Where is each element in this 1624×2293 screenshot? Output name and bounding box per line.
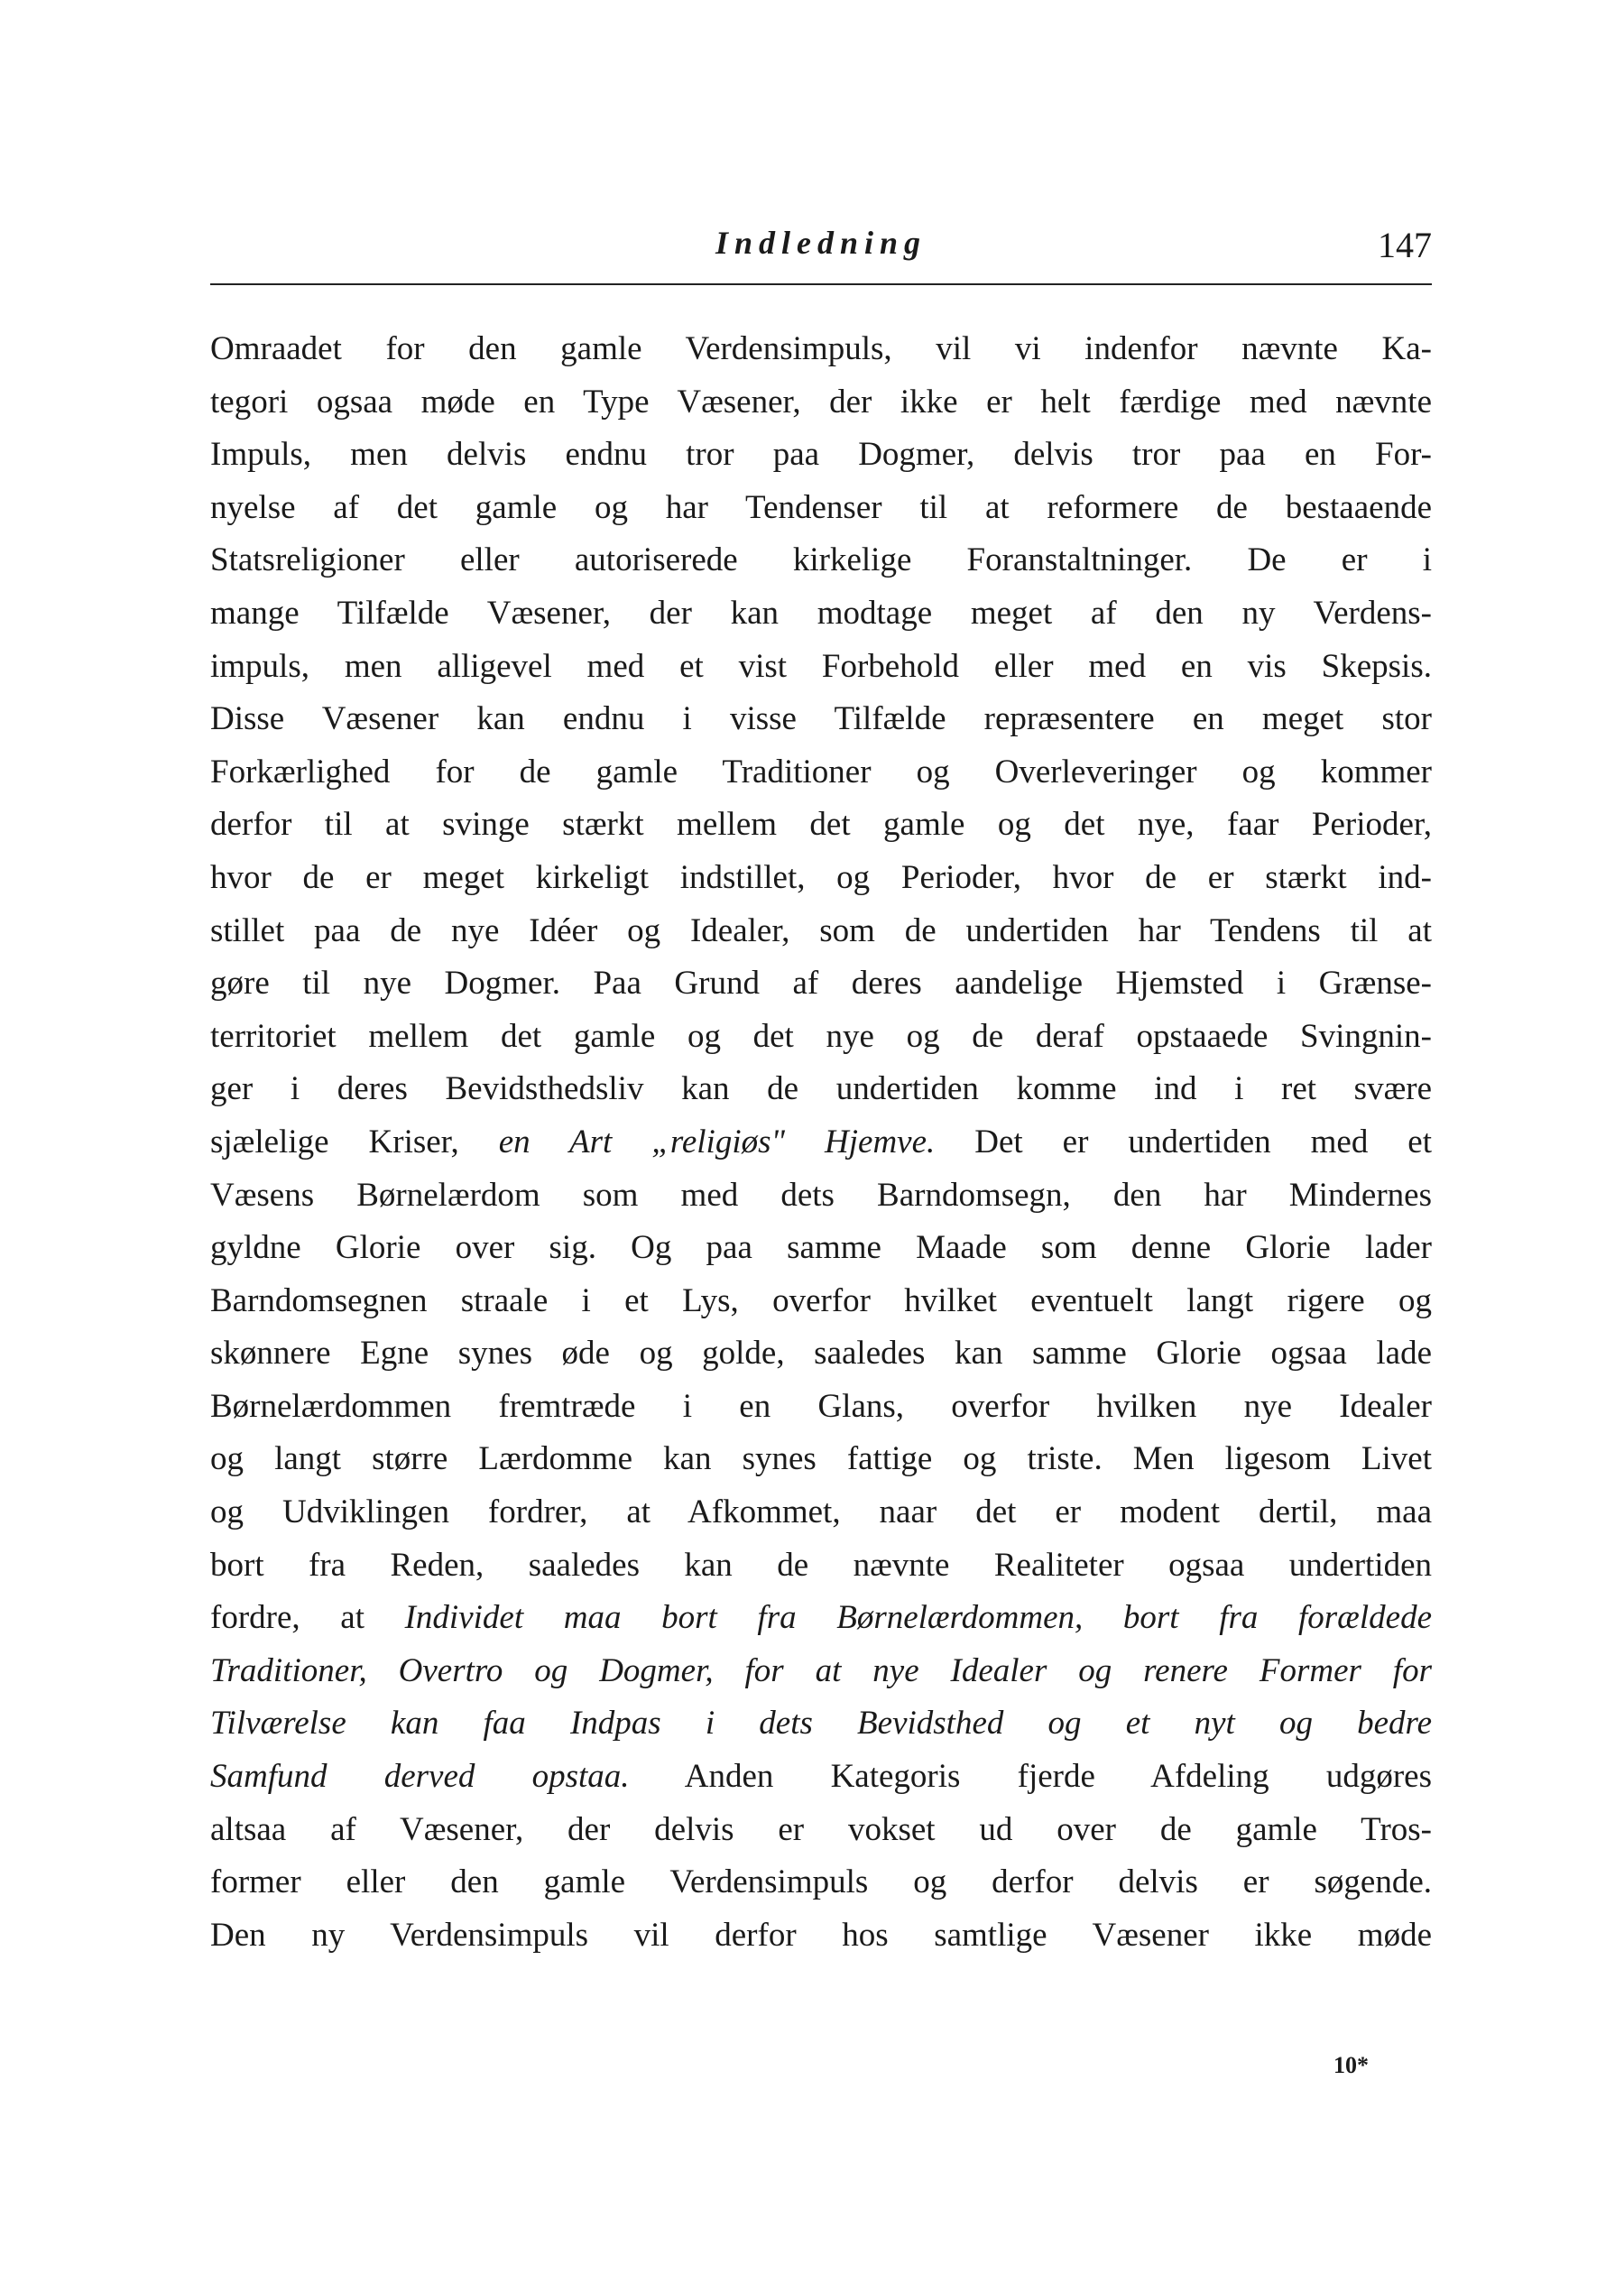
running-head: Indledning — [715, 225, 927, 261]
page-header — [210, 218, 1432, 285]
text-line — [210, 482, 1432, 535]
text-line — [210, 1804, 1432, 1857]
italic-text-run: Samfund derved opstaa. — [210, 1758, 630, 1796]
text-line — [210, 1856, 1432, 1909]
text-run: altsaa af Væsener, der delvis er vokset ud over de gamle Tros- — [210, 1810, 1432, 1848]
text-run: bort fra Reden, saaledes kan de nævnte Realiteter ogsaa undertiden — [210, 1546, 1432, 1584]
text-run: Anden Kategoris fjerde Afdeling udgøres — [629, 1758, 1432, 1796]
text-line — [210, 1433, 1432, 1486]
text-run: gøre til nye Dogmer. Paa Grund af deres aandelige Hjemsted i Grænse- — [210, 965, 1432, 1003]
text-run: tegori ogsaa møde en Type Væsener, der ikke er helt færdige med nævnte — [210, 383, 1432, 421]
text-line — [210, 1170, 1432, 1223]
text-line — [210, 587, 1432, 641]
text-line — [210, 1116, 1432, 1170]
text-line — [210, 1275, 1432, 1328]
italic-text-run: Tilværelse kan faa Indpas i dets Bevidsthed og et nyt og bedre — [210, 1705, 1432, 1743]
text-run: derfor til at svinge stærkt mellem det gamle og det nye, faar Perioder, — [210, 806, 1432, 844]
text-line — [210, 799, 1432, 852]
text-run: Barndomsegnen straale i et Lys, overfor hvilket eventuelt langt rigere og — [210, 1281, 1432, 1319]
text-line — [210, 429, 1432, 482]
text-line — [210, 852, 1432, 905]
text-line — [210, 1592, 1432, 1645]
text-line — [210, 641, 1432, 694]
text-run: gyldne Glorie over sig. Og paa samme Maade som denne Glorie lader — [210, 1229, 1432, 1267]
text-run: hvor de er meget kirkeligt indstillet, og Perioder, hvor de er stærkt ind- — [210, 858, 1432, 896]
text-run: fordre, at — [210, 1599, 405, 1637]
text-line — [210, 1539, 1432, 1593]
text-line — [210, 957, 1432, 1011]
text-line — [210, 693, 1432, 746]
text-line — [210, 1222, 1432, 1275]
text-line — [210, 1381, 1432, 1434]
italic-text-run: Individet maa bort fra Børnelærdommen, bort fra forældede — [404, 1599, 1432, 1637]
text-run: Forkærlighed for de gamle Traditioner og Overleveringer og kommer — [210, 753, 1432, 791]
text-run: Omraadet for den gamle Verdensimpuls, vil vi indenfor nævnte Ka- — [210, 330, 1432, 367]
italic-text-run: en Art „religiøs" Hjemve. — [498, 1123, 936, 1160]
text-run: Impuls, men delvis endnu tror paa Dogmer, delvis tror paa en For- — [210, 436, 1432, 474]
text-line — [210, 1063, 1432, 1116]
text-line — [210, 323, 1432, 376]
text-run: Disse Væsener kan endnu i visse Tilfælde repræsentere en meget stor — [210, 700, 1432, 738]
text-run: stillet paa de nye Idéer og Idealer, som de undertiden har Tendens til at — [210, 911, 1432, 949]
signature-mark: 10* — [1333, 2052, 1369, 2078]
page-number: 147 — [1378, 225, 1432, 265]
text-run: sjælelige Kriser, — [210, 1123, 499, 1160]
text-line — [210, 1486, 1432, 1539]
text-line — [210, 376, 1432, 430]
text-line — [210, 1751, 1432, 1804]
text-run: ger i deres Bevidsthedsliv kan de undertiden komme ind i ret svære — [210, 1070, 1432, 1108]
text-run: Statsreligioner eller autoriserede kirkelige Foranstaltninger. De er i — [210, 541, 1432, 579]
text-run: Det er undertiden med et — [935, 1123, 1432, 1160]
text-run: mange Tilfælde Væsener, der kan modtage meget af den ny Verdens- — [210, 594, 1432, 632]
text-line — [210, 1011, 1432, 1064]
text-run: skønnere Egne synes øde og golde, saaledes kan samme Glorie ogsaa lade — [210, 1335, 1432, 1373]
text-run: nyelse af det gamle og har Tendenser til at reformere de bestaaende — [210, 488, 1432, 526]
text-run: Den ny Verdensimpuls vil derfor hos samtlige Væsener ikke møde — [210, 1916, 1432, 1954]
text-line — [210, 905, 1432, 958]
text-line — [210, 1645, 1432, 1698]
text-line — [210, 534, 1432, 587]
text-run: Børnelærdommen fremtræde i en Glans, overfor hvilken nye Idealer — [210, 1387, 1432, 1425]
text-line — [210, 1327, 1432, 1381]
text-run: impuls, men alligevel med et vist Forbehold eller med en vis Skepsis. — [210, 647, 1432, 685]
text-run: og Udviklingen fordrer, at Afkommet, naar det er modent dertil, maa — [210, 1493, 1432, 1531]
text-line — [210, 746, 1432, 800]
italic-text-run: Traditioner, Overtro og Dogmer, for at nye Idealer og renere Former for — [210, 1651, 1432, 1689]
text-run: territoriet mellem det gamle og det nye og de deraf opstaaede Svingnin- — [210, 1017, 1432, 1055]
text-line — [210, 1697, 1432, 1751]
text-run: former eller den gamle Verdensimpuls og derfor delvis er søgende. — [210, 1863, 1432, 1901]
text-run: Væsens Børnelærdom som med dets Barndomsegn, den har Mindernes — [210, 1176, 1432, 1214]
body-text — [210, 323, 1432, 1962]
text-line — [210, 1909, 1432, 1963]
text-run: og langt større Lærdomme kan synes fattige og triste. Men ligesom Livet — [210, 1440, 1432, 1478]
